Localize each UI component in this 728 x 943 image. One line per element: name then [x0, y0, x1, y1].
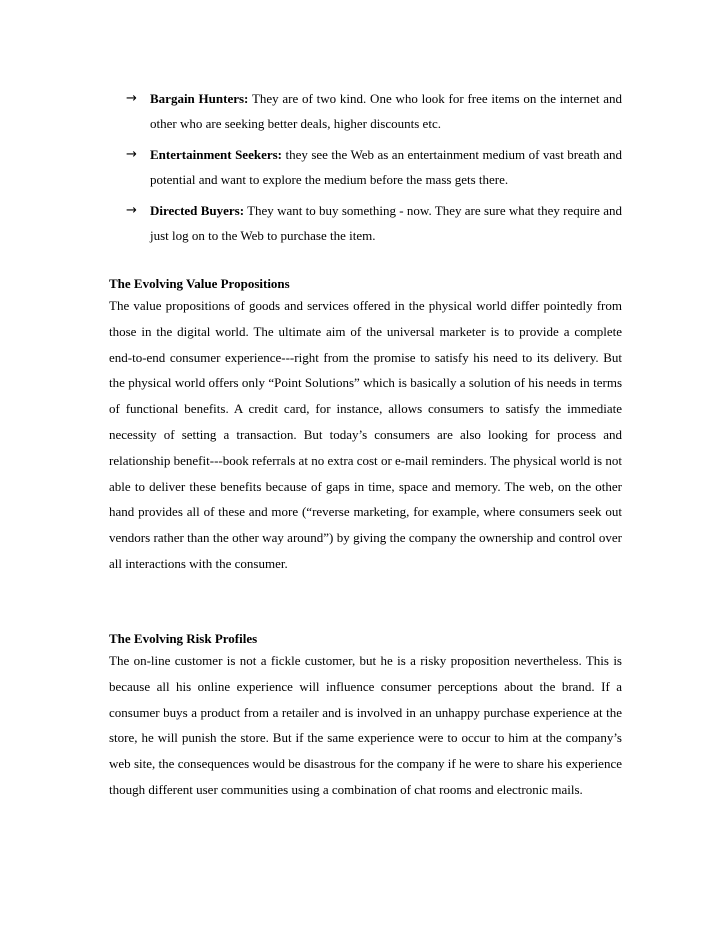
- bullet-text: they see the Web as an entertainment medium of vast breath and potential and want to explore the medium before the mass gets there.: [150, 147, 623, 187]
- value-propositions-section: [109, 275, 622, 577]
- list-item: [126, 142, 622, 192]
- bullet-term: Directed Buyers:: [150, 203, 245, 218]
- section-heading: The Evolving Risk Profiles: [109, 631, 258, 646]
- bullet-text: They want to buy something - now. They are sure what they require and just log on to the Web to purchase the item.: [150, 203, 623, 243]
- list-item: [126, 198, 622, 248]
- section-body: The on-line customer is not a fickle customer, but he is a risky proposition nevertheless. This is because all his online experience will influence consumer perceptions about the brand. If a consumer buys a product from a retailer and is involved in an unhappy purchase experience at the store, he will punish the store. But if the same experience were to occur to him at the company’s web site, the consequences would be disastrous for the company if he were to share his experience though different user communities using a combination of chat rooms and electronic mails.: [109, 653, 622, 797]
- bullet-term: Entertainment Seekers:: [150, 147, 282, 162]
- bullet-term: Bargain Hunters:: [150, 91, 249, 106]
- right-arrow-icon: →: [126, 91, 137, 106]
- bullet-text: They are of two kind. One who look for free items on the internet and other who are seeking better deals, higher discounts etc.: [150, 91, 623, 131]
- section-body: The value propositions of goods and services offered in the physical world differ pointedly from those in the digital world. The ultimate aim of the universal marketer is to provide a complete end-to-end consumer experience---right from the promise to satisfy his need to its delivery. But the physical world offers only “Point Solutions” which is basically a solution of his needs in terms of functional benefits. A credit card, for instance, allows consumers to satisfy the immediate necessity of setting a transaction. But today’s consumers are also looking for process and relationship benefit---book referrals at no extra cost or e-mail reminders. The physical world is not able to deliver these benefits because of gaps in time, space and memory. The web, on the other hand provides all of these and more (“reverse marketing, for example, where consumers seek out vendors rather than the other way around”) by giving the company the ownership and control over all interactions with the consumer.: [109, 298, 622, 571]
- right-arrow-icon: →: [126, 147, 137, 162]
- section-heading: The Evolving Value Propositions: [109, 276, 290, 291]
- list-item: [126, 86, 622, 136]
- risk-profiles-section: [109, 630, 622, 803]
- right-arrow-icon: →: [126, 203, 137, 218]
- buyer-types-list: [126, 86, 622, 248]
